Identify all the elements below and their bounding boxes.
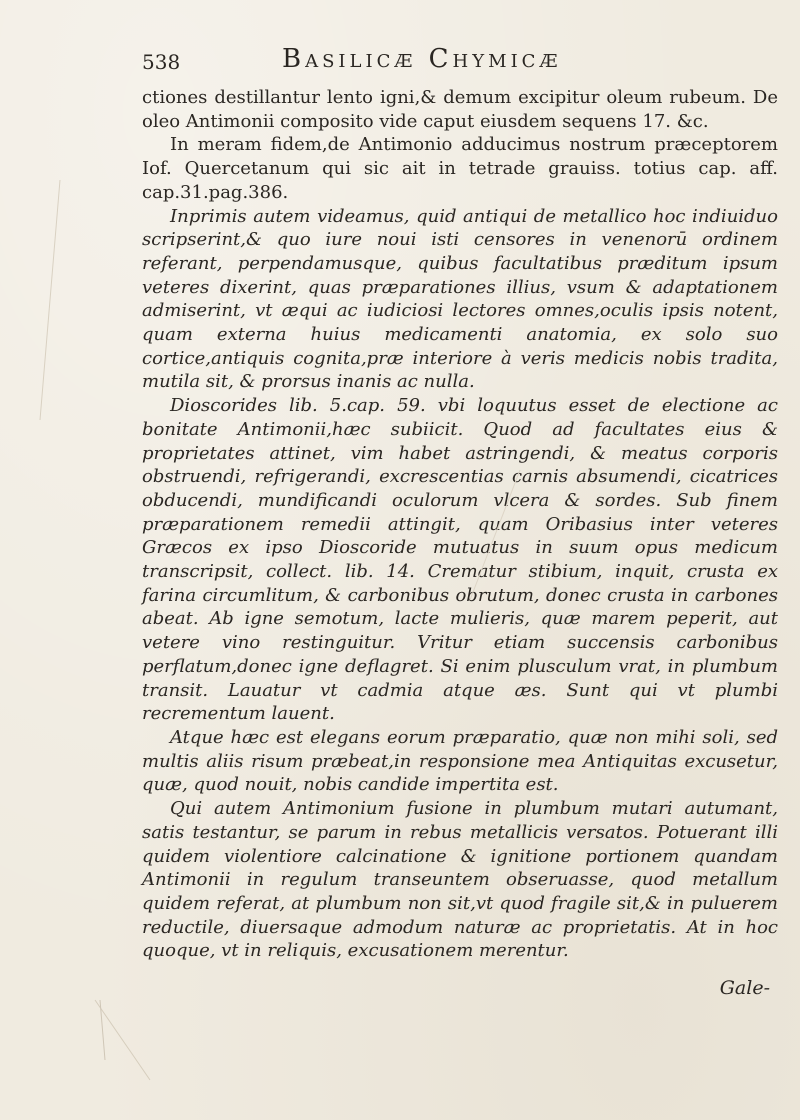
paragraph: Inprimis autem videamus, quid antiqui de metallico hoc indiuiduo scripserint,& quo iure noui isti censores in venenorū ordinem referant, perpendamusque, quibus facultatibus præditum ipsum veteres dixerint, quas præparationes illius, vsum & adaptationem admiserint, vt æqui ac iudiciosi lectores omnes,oculis ipsis notent, quam externa huius medicamenti anatomia, ex solo suo cortice,antiquis cognita,præ interiore à veris medicis nobis tradita, mutila sit, & prorsus inanis ac nulla.	[142, 205, 778, 393]
page-header	[142, 44, 742, 84]
body-text	[142, 86, 778, 963]
paragraph: Dioscorides lib. 5.cap. 59. vbi loquutus esset de electione ac bonitate Antimonii,hæc subiicit. Quod ad facultates eius & proprietates attinet, vim habet astringendi, & meatus corporis obstruendi, refrigerandi, excrescentias carnis absumendi, cicatrices obducendi, mundificandi oculorum vlcera & sordes. Sub finem præparationem remedii attingit, quam Oribasius inter veteres Græcos ex ipso Dioscoride mutuatus in suum opus medicum transcripsit, collect. lib. 14. Crematur stibium, inquit, crusta ex farina circumlitum, & carbonibus obrutum, donec crusta in carbones abeat. Ab igne semotum, lacte mulieris, quæ marem peperit, aut vetere vino restinguitur. Vritur etiam succensis carbonibus perflatum,donec igne deflagret. Si enim plusculum vrat, in plumbum transit. Lauatur vt cadmia atque æs. Sunt qui vt plumbi recrementum lauent.	[142, 395, 778, 725]
paragraph: In meram fidem,de Antimonio adducimus nostrum præceptorem Iof. Quercetanum qui sic ait in tetrade grauiss. totius cap. aff. cap.31.pag.386.	[142, 134, 778, 203]
page-number: 538	[142, 50, 181, 74]
paragraph: Qui autem Antimonium fusione in plumbum mutari autumant, satis testantur, se parum in rebus metallicis versatos. Potuerant illi quidem violentiore calcinatione & ignitione portionem quandam Antimonii in regulum transeuntem obseruasse, quod metallum quidem referat, at plumbum non sit,vt quod fragile sit,& in puluerem reductile, diuersaque admodum naturæ ac proprietatis. At in hoc quoque, vt in reliquis, excusationem merentur.	[142, 798, 778, 962]
paragraph: Atque hæc est elegans eorum præparatio, quæ non mihi soli, sed multis aliis risum præbeat,in responsione mea Antiquitas excusetur, quæ, quod nouit, nobis candide impertita est.	[142, 726, 778, 796]
catchword: Gale-	[719, 977, 770, 999]
paragraph: ctiones destillantur lento igni,& demum excipitur oleum rubeum. De oleo Antimonii composito vide caput eiusdem sequens 17. &c.	[142, 87, 778, 132]
running-head: Basilicæ Chymicæ	[282, 44, 562, 74]
